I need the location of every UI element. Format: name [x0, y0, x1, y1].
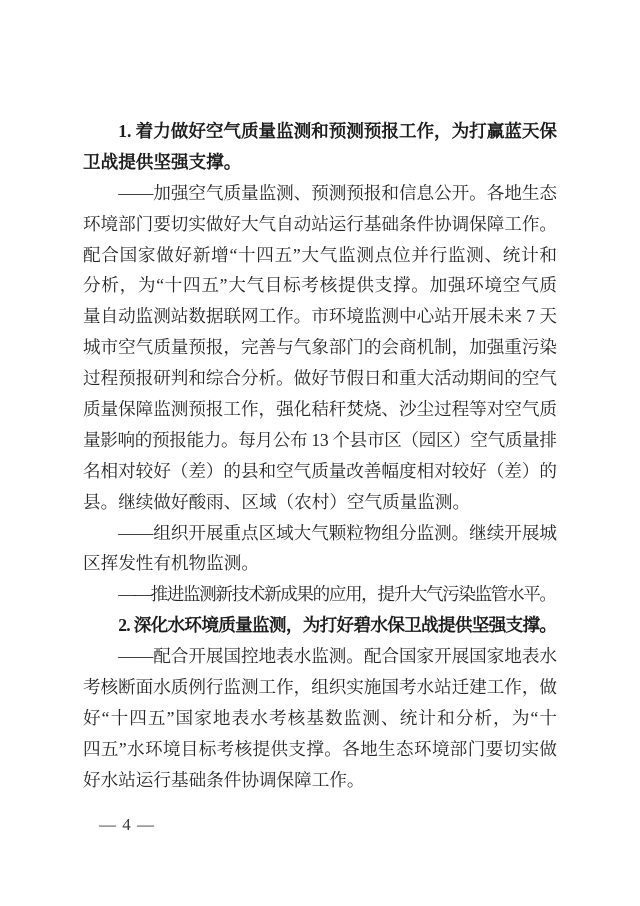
document-line	[83, 425, 557, 456]
document-line	[83, 147, 557, 178]
document-line	[83, 240, 557, 271]
document-line-text: ——推进监测新技术新成果的应用，提升大气污染监管水平。	[118, 584, 556, 605]
document-line	[83, 178, 557, 209]
document-line	[83, 672, 557, 703]
document-line-text: 区挥发性有机物监测。	[83, 553, 259, 574]
document-line-text: 好水站运行基础条件协调保障工作。	[83, 769, 365, 790]
document-line-text: 名相对较好（差）的县和空气质量改善幅度相对较好（差）的	[83, 460, 557, 481]
document-line	[83, 487, 557, 518]
document-line	[83, 734, 557, 765]
document-body	[83, 116, 557, 796]
document-line	[83, 765, 557, 796]
document-line-text: ——配合开展国控地表水监测。配合国家开展国家地表水	[118, 646, 557, 667]
document-line-text: 城市空气质量预报，完善与气象部门的会商机制，加强重污染	[83, 337, 557, 358]
document-line	[83, 116, 557, 147]
document-line	[83, 332, 557, 363]
document-line	[83, 456, 557, 487]
document-line-text: ——组织开展重点区域大气颗粒物组分监测。继续开展城	[118, 522, 557, 543]
document-line-text: 环境部门要切实做好大气自动站运行基础条件协调保障工作。	[83, 213, 557, 234]
document-line-text: 2. 深化水环境质量监测，为打好碧水保卫战提供坚强支撑。	[118, 615, 557, 636]
document-line-text: 四五”水环境目标考核提供支撑。各地生态环境部门要切实做	[83, 738, 558, 759]
document-line-text: 分析，为“十四五”大气目标考核提供支撑。加强环境空气质	[83, 275, 558, 296]
document-line-text: 量自动监测站数据联网工作。市环境监测中心站开展未来 7 天	[83, 306, 557, 327]
document-line	[83, 610, 557, 641]
document-line	[83, 703, 557, 734]
document-line	[83, 579, 557, 610]
document-line-text: 好“十四五”国家地表水考核基数监测、统计和分析，为“十	[83, 707, 559, 728]
document-line	[83, 518, 557, 549]
page-number: — 4 —	[99, 815, 155, 834]
document-line-text: 卫战提供坚强支撑。	[83, 151, 242, 172]
document-line	[83, 363, 557, 394]
document-line-text: 过程预报研判和综合分析。做好节假日和重大活动期间的空气	[83, 368, 557, 389]
document-line	[83, 209, 557, 240]
document-line-text: 考核断面水质例行监测工作，组织实施国考水站迁建工作，做	[83, 677, 557, 698]
document-line-text: ——加强空气质量监测、预测预报和信息公开。各地生态	[118, 182, 557, 203]
document-line	[83, 394, 557, 425]
document-line-text: 1. 着力做好空气质量监测和预测预报工作，为打赢蓝天保	[118, 121, 557, 141]
document-line	[83, 548, 557, 579]
document-line-text: 配合国家做好新增“十四五”大气监测点位并行监测、统计和	[83, 244, 558, 265]
document-line-text: 县。继续做好酸雨、区域（农村）空气质量监测。	[83, 491, 471, 512]
document-line-text: 质量保障监测预报工作，强化秸秆焚烧、沙尘过程等对空气质	[83, 399, 557, 420]
document-line	[83, 270, 557, 301]
document-line	[83, 641, 557, 672]
document-line-text: 量影响的预报能力。每月公布 13 个县市区（园区）空气质量排	[83, 429, 557, 450]
document-line	[83, 301, 557, 332]
